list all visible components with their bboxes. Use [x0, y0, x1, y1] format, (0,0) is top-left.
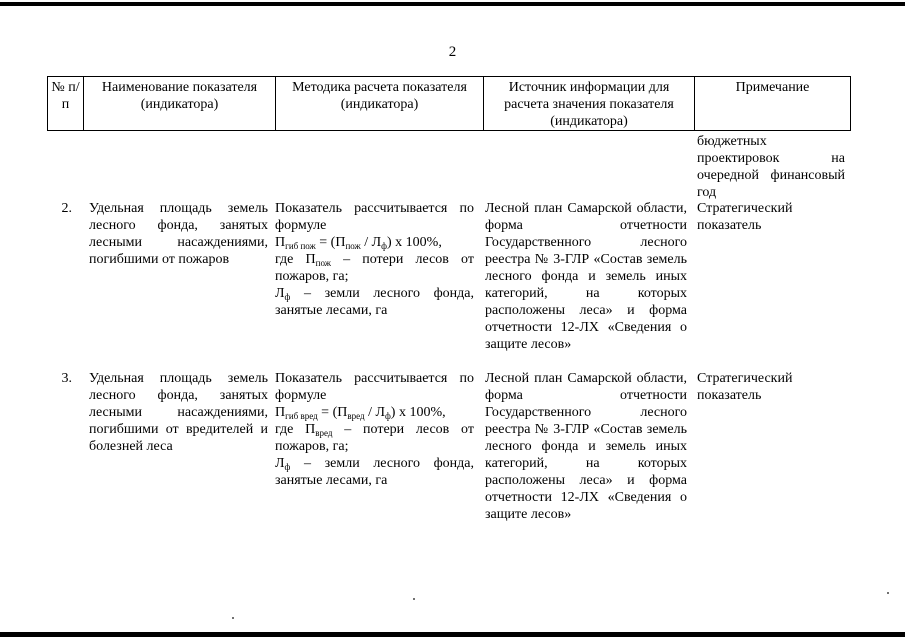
header-row	[48, 77, 851, 131]
header-number: № п/п	[48, 77, 84, 131]
indicator-name: Удельная площадь земель лесного фонда, занятых лесными насаждениями, погибшими от пожаров	[89, 201, 268, 267]
formula-legend-forest-land: $Л_ф$ – земли лесного фонда, занятые лесами, га	[275, 456, 474, 488]
scan-speck	[887, 592, 889, 594]
scan-speck	[232, 617, 234, 619]
formula-legend-loss: где $П_{вред}$ – потери лесов от пожаров, га;	[275, 422, 474, 454]
scan-speck	[413, 598, 415, 600]
indicator-note: Стратегический показатель	[697, 201, 793, 233]
top-border-line	[0, 2, 905, 6]
calculation-method	[275, 200, 474, 319]
header-information-source: Источник информации для расчета значения показателя (индикатора)	[484, 77, 695, 131]
row-number: 2.	[61, 201, 72, 216]
header-indicator-name: Наименование показателя (индикатора)	[84, 77, 276, 131]
formula-legend-forest-land: $Л_ф$ – земли лесного фонда, занятые лесами, га	[275, 286, 474, 318]
indicator-name: Удельная площадь земель лесного фонда, занятых лесными насаждениями, погибшими от вредителей и болезней леса	[89, 371, 268, 454]
method-intro: Показатель рассчитывается по формуле	[275, 201, 474, 233]
header-calculation-method: Методика расчета показателя (индикатора)	[276, 77, 484, 131]
information-source: Лесной план Самарской области, форма отчетности Государственного лесного реестра № 3-ГЛР «Состав земель лесного фонда и земель иных категорий, на которых расположены леса» и форма отчетности 12-ЛХ «Сведения о защите лесов»	[485, 371, 687, 522]
row-number: 3.	[61, 371, 72, 386]
indicator-table-header	[47, 76, 851, 131]
information-source: Лесной план Самарской области, форма отчетности Государственного лесного реестра № 3-ГЛР «Состав земель лесного фонда и земель иных категорий, на которых расположены леса» и форма отчетности 12-ЛХ «Сведения о защите лесов»	[485, 201, 687, 352]
header-note: Примечание	[695, 77, 851, 131]
method-intro: Показатель рассчитывается по формуле	[275, 371, 474, 403]
bottom-border-line	[0, 632, 905, 637]
formula-legend-loss: где $П_{пож}$ – потери лесов от пожаров, га;	[275, 252, 474, 284]
formula: $П_{гиб пож} = (П_{пож} / Л_ф)$ х 100%,	[275, 235, 442, 251]
continuation-note: бюджетных проектировок на очередной финансовый год	[697, 134, 845, 200]
formula: $П_{гиб вред} = (П_{вред} / Л_ф)$ х 100%,	[275, 405, 446, 421]
indicator-note: Стратегический показатель	[697, 371, 793, 403]
calculation-method	[275, 370, 474, 489]
page-number: 2	[448, 44, 457, 60]
